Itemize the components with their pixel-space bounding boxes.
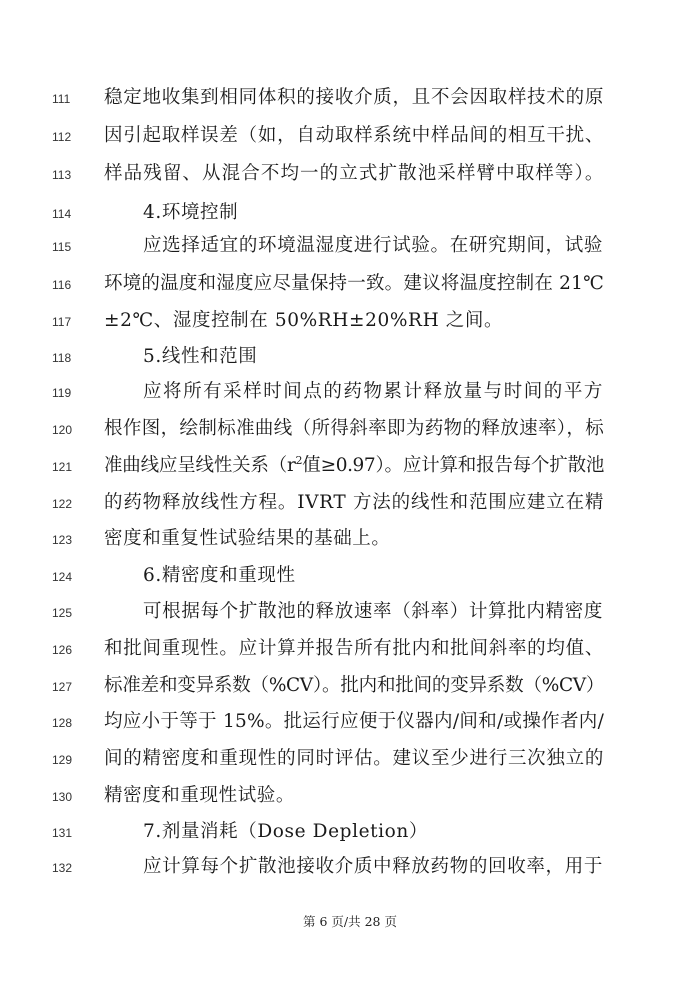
line-number: 127 — [52, 680, 73, 694]
line-number: 129 — [52, 753, 73, 767]
line-text: 间的精密度和重现性的同时评估。建议至少进行三次独立的 — [104, 748, 604, 769]
text-line — [0, 451, 700, 485]
line-number: 128 — [52, 716, 73, 730]
line-text: 和批间重现性。应计算并报告所有批内和批间斜率的均值、 — [104, 638, 604, 659]
text-line — [0, 414, 700, 448]
section-heading: 6.精密度和重现性 — [143, 565, 296, 586]
section-heading: 7.剂量消耗（Dose Depletion） — [143, 821, 429, 842]
line-number: 125 — [52, 606, 73, 620]
line-text: 因引起取样误差（如，自动取样系统中样品间的相互干扰、 — [104, 125, 604, 146]
line-text: 稳定地收集到相同体积的接收介质，且不会因取样技术的原 — [104, 87, 604, 108]
line-number: 132 — [52, 861, 73, 875]
line-number: 131 — [52, 826, 73, 840]
line-number: 113 — [52, 168, 72, 182]
line-text: 标准差和变异系数（%CV）。批内和批间的变异系数（%CV） — [104, 675, 604, 696]
line-number: 130 — [52, 790, 73, 804]
line-text: ±2℃、湿度控制在 50%RH±20%RH 之间。 — [104, 310, 504, 331]
text-line — [0, 781, 700, 815]
line-text: 可根据每个扩散池的释放速率（斜率）计算批内精密度 — [143, 601, 603, 622]
text-line — [0, 269, 700, 303]
text-line — [0, 306, 700, 340]
line-text: 应计算每个扩散池接收介质中释放药物的回收率，用于 — [143, 856, 603, 877]
text-line — [0, 488, 700, 522]
line-number: 124 — [52, 570, 73, 584]
line-number: 126 — [52, 643, 73, 657]
text-line — [0, 231, 700, 265]
line-text: 的药物释放线性方程。IVRT 方法的线性和范围应建立在精 — [104, 492, 604, 513]
text-line — [0, 634, 700, 668]
text-line — [0, 342, 700, 376]
line-number: 117 — [52, 315, 72, 329]
line-number: 115 — [52, 240, 72, 254]
text-line — [0, 597, 700, 631]
text-line — [0, 561, 700, 595]
line-number: 119 — [52, 386, 72, 400]
line-text: 精密度和重现性试验。 — [104, 785, 296, 806]
line-number: 114 — [52, 207, 72, 221]
text-line — [0, 852, 700, 886]
section-heading: 4.环境控制 — [143, 202, 239, 223]
text-line — [0, 83, 700, 117]
page-footer: 第 6 页/共 28 页 — [303, 914, 397, 929]
text-line — [0, 121, 700, 155]
text-line — [0, 744, 700, 778]
text-line — [0, 524, 700, 558]
line-text: 根作图，绘制标准曲线（所得斜率即为药物的释放速率），标 — [104, 418, 604, 439]
line-number: 111 — [52, 92, 71, 106]
line-text: 应将所有采样时间点的药物累计释放量与时间的平方 — [143, 381, 603, 402]
text-line — [0, 671, 700, 705]
line-text: 环境的温度和湿度应尽量保持一致。建议将温度控制在 21℃ — [104, 273, 604, 294]
text-line — [0, 198, 700, 232]
text-line — [0, 159, 700, 193]
line-text: 密度和重复性试验结果的基础上。 — [104, 528, 391, 549]
line-number: 118 — [52, 351, 72, 365]
line-text: 均应小于等于 15%。批运行应便于仪器内/间和/或操作者内/ — [104, 711, 604, 732]
text-line — [0, 707, 700, 741]
text-line — [0, 817, 700, 851]
line-number: 116 — [52, 278, 72, 292]
line-text: 准曲线应呈线性关系（$r^2$值≥0.97）。应计算和报告每个扩散池 — [104, 453, 604, 476]
line-number: 121 — [52, 460, 73, 474]
text-line — [0, 377, 700, 411]
line-text: 应选择适宜的环境温湿度进行试验。在研究期间，试验 — [143, 235, 603, 256]
line-number: 123 — [52, 533, 73, 547]
line-number: 122 — [52, 497, 73, 511]
section-heading: 5.线性和范围 — [143, 346, 258, 367]
line-number: 112 — [52, 130, 72, 144]
superscript: 2 — [295, 453, 303, 467]
line-number: 120 — [52, 423, 73, 437]
line-text: 样品残留、从混合不均一的立式扩散池采样臂中取样等）。 — [104, 163, 604, 184]
